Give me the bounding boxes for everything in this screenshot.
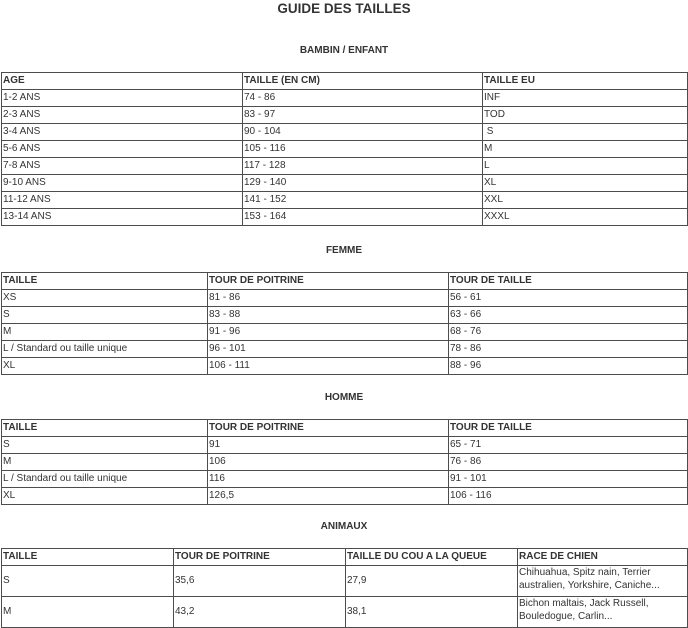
table-row [2,454,688,471]
table-cell-breeds: Bichon maltais, Jack Russell, Bouledogue, Carlin... [518,597,688,628]
table-cell: 5-6 ANS [2,141,243,158]
column-header: TOUR DE POITRINE [174,549,346,566]
table-cell: 81 - 86 [208,290,449,307]
column-header: TOUR DE POITRINE [208,420,449,437]
column-header: TAILLE [2,273,208,290]
table-row [2,90,688,107]
table-cell: 35,6 [174,566,346,597]
table-cell: 126,5 [208,488,449,505]
table-cell: 83 - 97 [243,107,483,124]
table-cell: 2-3 ANS [2,107,243,124]
section-title-animaux: ANIMAUX [320,521,368,532]
table-cell: 56 - 61 [449,290,688,307]
column-header: RACE DE CHIEN [518,549,688,566]
table-cell: S [2,566,174,597]
section-title-femme: FEMME [325,245,363,256]
table-cell: XL [2,488,208,505]
table-cell: L / Standard ou taille unique [2,341,208,358]
table-header-row [2,549,688,566]
table-cell: 38,1 [346,597,518,628]
table-cell: 105 - 116 [243,141,483,158]
table-cell: XL [483,175,688,192]
table-cell: L [483,158,688,175]
section-title-enfant: BAMBIN / ENFANT [299,45,389,56]
table-header-row [2,73,688,90]
column-header: TAILLE [2,420,208,437]
table-cell: INF [483,90,688,107]
table-row [2,358,688,375]
table-row [2,437,688,454]
table-row [2,124,688,141]
table-cell: M [2,597,174,628]
table-enfant [1,72,688,226]
table-row [2,488,688,505]
table-row [2,324,688,341]
column-header: TAILLE DU COU A LA QUEUE [346,549,518,566]
table-cell: 11-12 ANS [2,192,243,209]
table-cell: 3-4 ANS [2,124,243,141]
table-animaux [1,548,688,628]
table-header-row [2,420,688,437]
table-row [2,175,688,192]
table-cell: 141 - 152 [243,192,483,209]
table-cell: M [2,454,208,471]
table-row [2,107,688,124]
table-row [2,141,688,158]
table-cell: S [2,307,208,324]
table-cell: 76 - 86 [449,454,688,471]
table-cell: 9-10 ANS [2,175,243,192]
column-header: TAILLE (EN CM) [243,73,483,90]
table-header-row [2,273,688,290]
table-cell: 91 - 96 [208,324,449,341]
table-cell: L / Standard ou taille unique [2,471,208,488]
table-cell: 106 [208,454,449,471]
table-row [2,597,688,628]
table-cell: 27,9 [346,566,518,597]
table-cell: 78 - 86 [449,341,688,358]
table-cell: 65 - 71 [449,437,688,454]
table-cell: 153 - 164 [243,209,483,226]
table-row [2,192,688,209]
section-title-homme: HOMME [324,392,364,403]
table-row [2,209,688,226]
table-row [2,158,688,175]
table-row [2,307,688,324]
table-cell: 43,2 [174,597,346,628]
table-cell: M [483,141,688,158]
table-cell: 63 - 66 [449,307,688,324]
table-cell: 74 - 86 [243,90,483,107]
table-cell: 88 - 96 [449,358,688,375]
table-cell: 106 - 116 [449,488,688,505]
table-cell: 68 - 76 [449,324,688,341]
page-title: GUIDE DES TAILLES [277,1,411,16]
table-cell: 116 [208,471,449,488]
table-cell: 96 - 101 [208,341,449,358]
table-row [2,341,688,358]
table-cell: M [2,324,208,341]
table-cell: 117 - 128 [243,158,483,175]
table-row [2,290,688,307]
table-cell: S [2,437,208,454]
table-cell: 129 - 140 [243,175,483,192]
table-cell: 91 [208,437,449,454]
column-header: TOUR DE TAILLE [449,273,688,290]
table-femme [1,272,688,375]
table-homme [1,419,688,505]
table-row [2,566,688,597]
table-cell: 83 - 88 [208,307,449,324]
table-cell: XL [2,358,208,375]
table-cell-breeds: Chihuahua, Spitz nain, Terrier australien, Yorkshire, Caniche... [518,566,688,597]
table-cell: XS [2,290,208,307]
table-cell: 90 - 104 [243,124,483,141]
table-row [2,471,688,488]
column-header: TAILLE [2,549,174,566]
column-header: TAILLE EU [483,73,688,90]
column-header: AGE [2,73,243,90]
table-cell: 1-2 ANS [2,90,243,107]
column-header: TOUR DE POITRINE [208,273,449,290]
table-cell: 13-14 ANS [2,209,243,226]
table-cell: S [483,124,688,141]
table-cell: 91 - 101 [449,471,688,488]
table-cell: 106 - 111 [208,358,449,375]
table-cell: 7-8 ANS [2,158,243,175]
table-cell: XXL [483,192,688,209]
table-cell: TOD [483,107,688,124]
column-header: TOUR DE TAILLE [449,420,688,437]
table-cell: XXXL [483,209,688,226]
